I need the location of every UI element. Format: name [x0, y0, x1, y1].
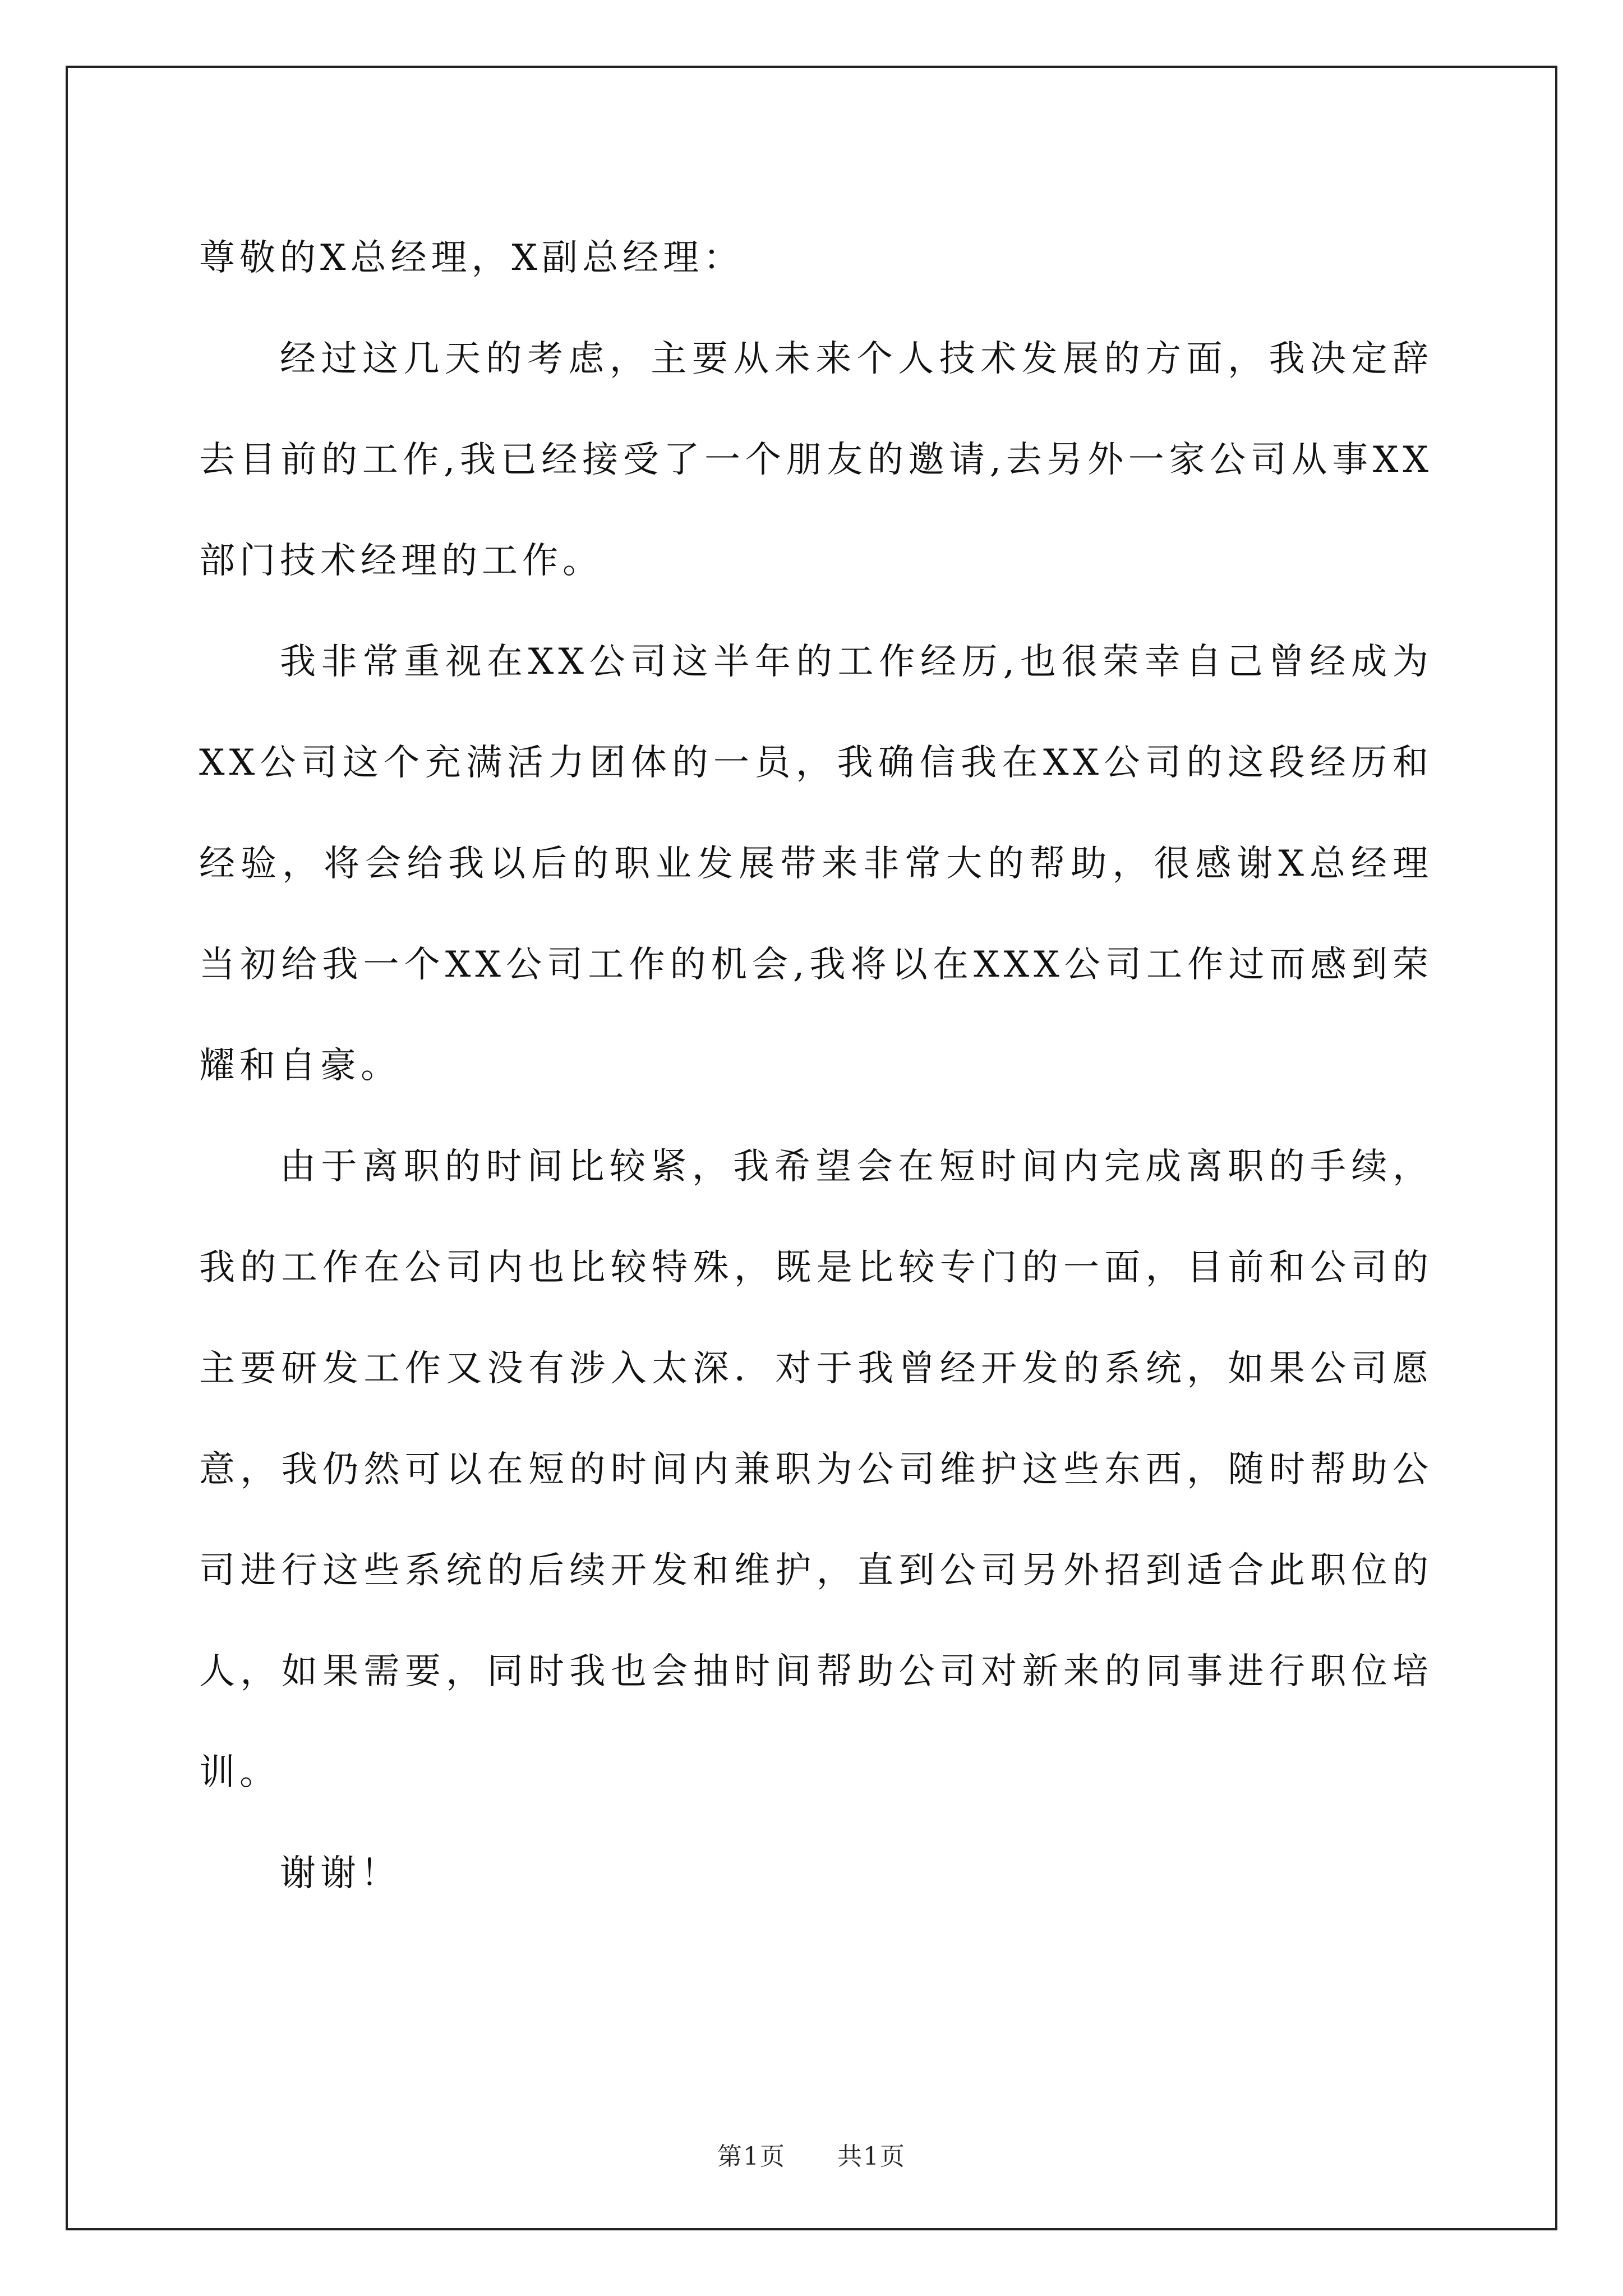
paragraph: 由于离职的时间比较紧，我希望会在短时间内完成离职的手续，我的工作在公司内也比较特殊，既是比较专门的一面，目前和公司的主要研发工作又没有涉入太深．对于我曾经开发的系统，如果公司愿意，我仍然可以在短的时间内兼职为公司维护这些东西，随时帮助公司进行这些系统的后续开发和维护，直到公司另外招到适合此职位的人，如果需要，同时我也会抽时间帮助公司对新来的同事进行职位培训。 [199, 1146, 1433, 1793]
paragraph: 经过这几天的考虑，主要从未来个人技术发展的方面，我决定辞去目前的工作,我已经接受了一个朋友的邀请,去另外一家公司从事XX部门技术经理的工作。 [199, 338, 1433, 582]
closing: 谢谢！ [280, 1853, 401, 1894]
salutation: 尊敬的X总经理，X副总经理： [199, 237, 744, 279]
paragraph: 我非常重视在XX公司这半年的工作经历,也很荣幸自己曾经成为XX公司这个充满活力团体的一员，我确信我在XX公司的这段经历和经验，将会给我以后的职业发展带来非常大的帮助，很感谢X总经理当初给我一个XX公司工作的机会,我将以在XXX公司工作过而感到荣耀和自豪。 [199, 641, 1433, 1087]
page-total: 共1页 [837, 2142, 906, 2171]
page-footer [0, 2136, 1623, 2172]
page-number: 第1页 [717, 2142, 786, 2171]
letter-body [199, 208, 1433, 1924]
